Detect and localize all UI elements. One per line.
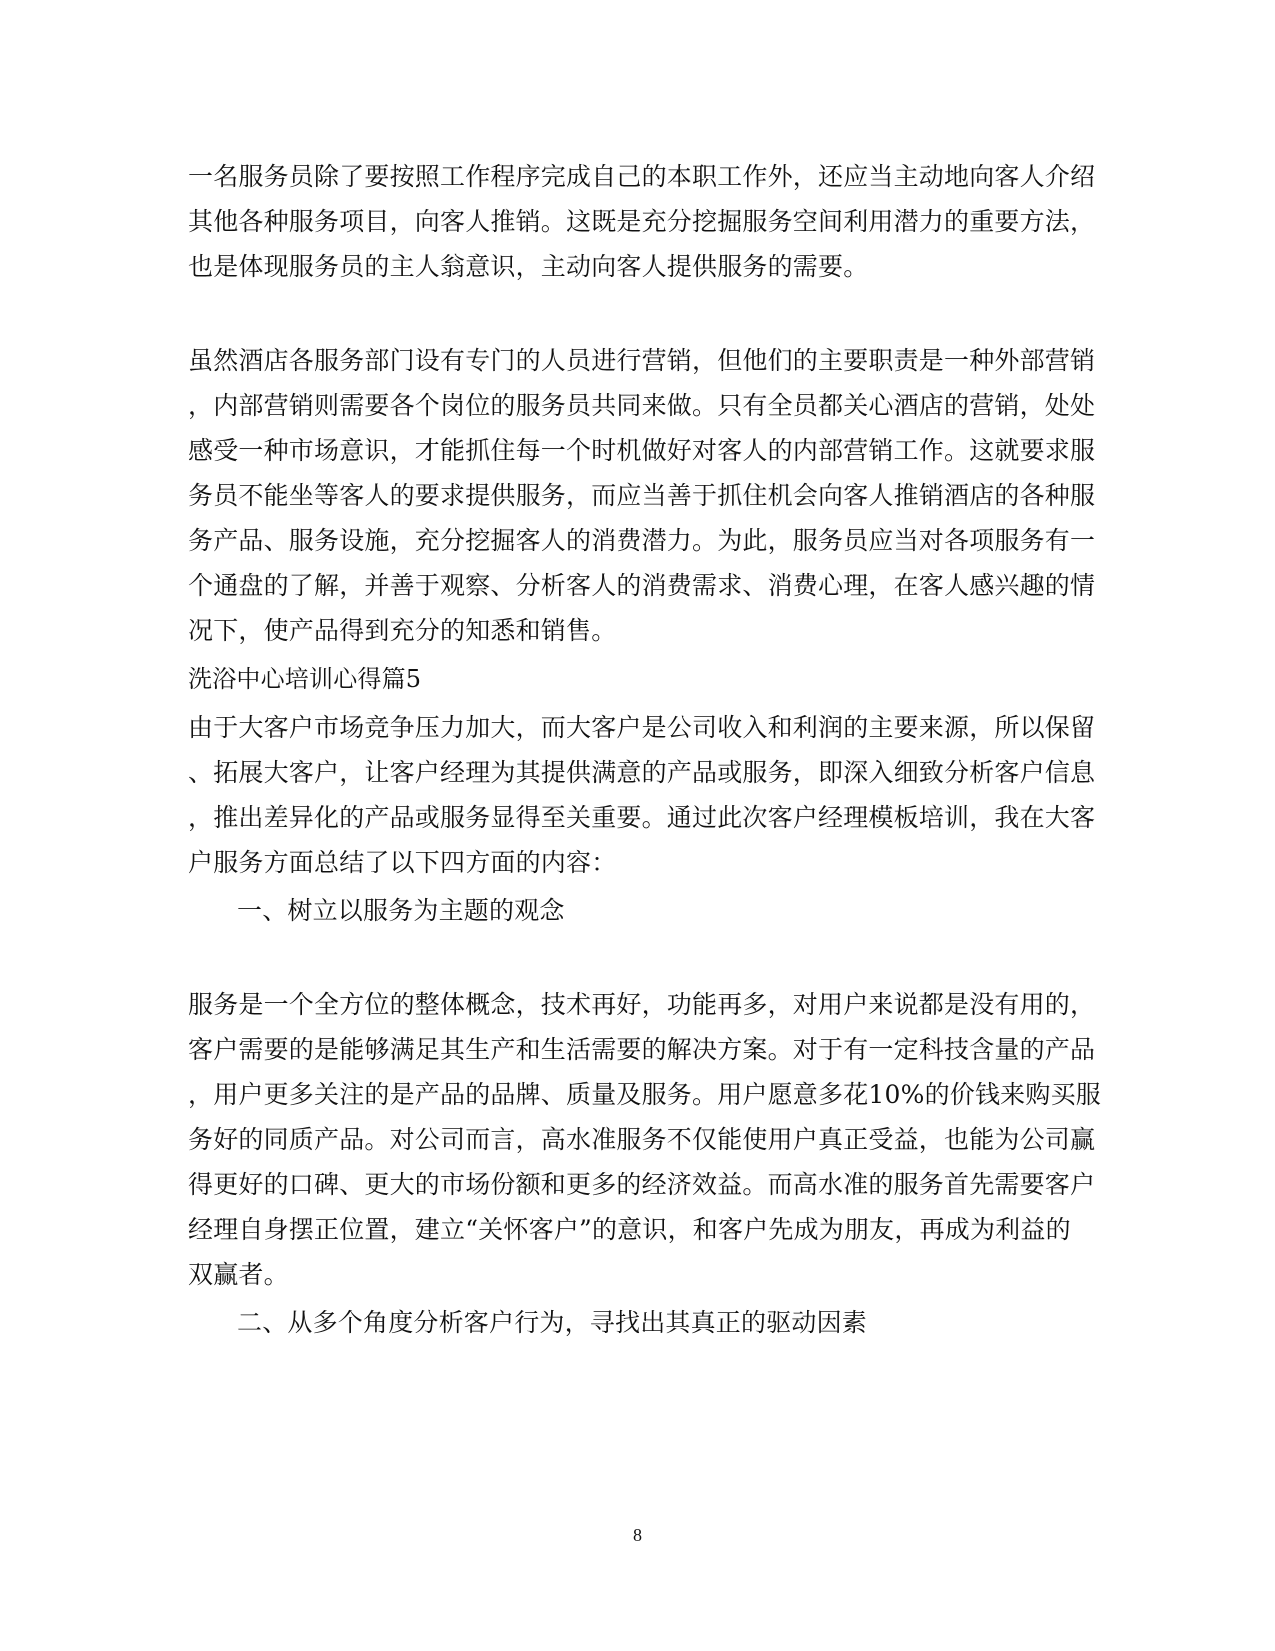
paragraph-line: 也是体现服务员的主人翁意识，主动向客人提供服务的需要。 (188, 252, 869, 281)
paragraph-line: 其他各种服务项目，向客人推销。这既是充分挖掘服务空间利用潜力的重要方法， (188, 207, 1096, 236)
paragraph-line: 个通盘的了解，并善于观察、分析客人的消费需求、消费心理，在客人感兴趣的情 (188, 571, 1096, 600)
paragraph-line: 双赢者。 (188, 1260, 289, 1289)
paragraph-line: 务产品、服务设施，充分挖掘客人的消费潜力。为此，服务员应当对各项服务有一 (188, 526, 1096, 555)
paragraph-line: 一名服务员除了要按照工作程序完成自己的本职工作外，还应当主动地向客人介绍 (188, 162, 1096, 191)
paragraph-line: 、拓展大客户，让客户经理为其提供满意的产品或服务，即深入细致分析客户信息 (188, 758, 1096, 787)
paragraph-line: ，推出差异化的产品或服务显得至关重要。通过此次客户经理模板培训，我在大客 (188, 803, 1096, 832)
paragraph-line: 务好的同质产品。对公司而言，高水准服务不仅能使用户真正受益，也能为公司赢 (188, 1125, 1096, 1154)
paragraph-line: 况下，使产品得到充分的知悉和销售。 (188, 616, 617, 645)
paragraph-line: 虽然酒店各服务部门设有专门的人员进行营销，但他们的主要职责是一种外部营销 (188, 346, 1096, 375)
paragraph-line: ，用户更多关注的是产品的品牌、质量及服务。用户愿意多花10%的价钱来购买服 (188, 1080, 1101, 1109)
subheading-2: 二、从多个角度分析客户行为，寻找出其真正的驱动因素 (237, 1308, 868, 1337)
paragraph-line: ，内部营销则需要各个岗位的服务员共同来做。只有全员都关心酒店的营销，处处 (188, 391, 1096, 420)
paragraph-line: 客户需要的是能够满足其生产和生活需要的解决方案。对于有一定科技含量的产品 (188, 1035, 1096, 1064)
page-number: 8 (633, 1525, 642, 1545)
subheading-1: 一、树立以服务为主题的观念 (237, 896, 565, 925)
paragraph-line: 务员不能坐等客人的要求提供服务，而应当善于抓住机会向客人推销酒店的各种服 (188, 481, 1096, 510)
paragraph-line: 服务是一个全方位的整体概念，技术再好，功能再多，对用户来说都是没有用的， (188, 990, 1096, 1019)
paragraph-line: 经理自身摆正位置，建立“关怀客户”的意识，和客户先成为朋友，再成为利益的 (188, 1215, 1071, 1244)
paragraph-line: 由于大客户市场竞争压力加大，而大客户是公司收入和利润的主要来源，所以保留 (188, 713, 1096, 742)
paragraph-line: 户服务方面总结了以下四方面的内容： (188, 848, 617, 877)
paragraph-line: 得更好的口碑、更大的市场份额和更多的经济效益。而高水准的服务首先需要客户 (188, 1170, 1096, 1199)
paragraph-line: 感受一种市场意识，才能抓住每一个时机做好对客人的内部营销工作。这就要求服 (188, 436, 1096, 465)
section-title: 洗浴中心培训心得篇5 (188, 665, 422, 693)
